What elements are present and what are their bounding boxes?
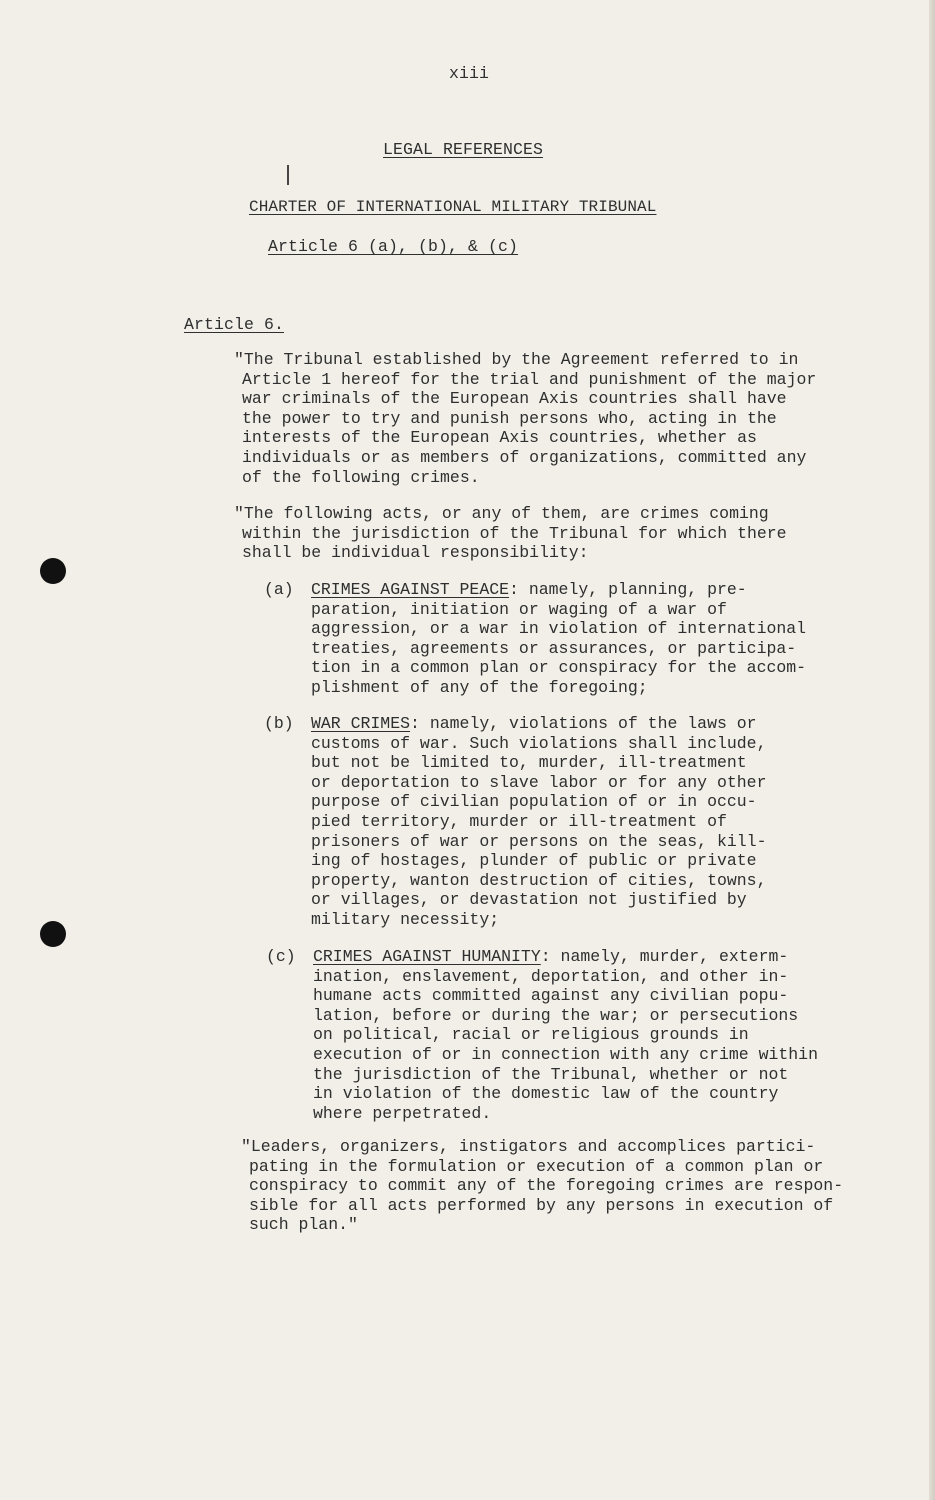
item-line: customs of war. Such violations shall include, <box>311 733 767 753</box>
item-line: or deportation to slave labor or for any other <box>311 772 767 792</box>
paragraph-line: "Leaders, organizers, instigators and accomplices partici- <box>241 1137 816 1156</box>
paragraph-line: conspiracy to commit any of the foregoing crimes are respon- <box>249 1176 844 1196</box>
item-a-text <box>311 580 806 698</box>
paragraph-line: the power to try and punish persons who, acting in the <box>242 408 777 428</box>
item-line: the jurisdiction of the Tribunal, whether or not <box>313 1064 789 1084</box>
item-b-first-rest: : namely, violations of the laws or <box>410 714 757 733</box>
paragraph-tribunal <box>234 350 816 487</box>
item-a-first-rest: : namely, planning, pre- <box>509 580 747 599</box>
item-line: humane acts committed against any civilian popu- <box>313 986 789 1006</box>
item-line: purpose of civilian population of or in occu- <box>311 792 757 812</box>
item-line: military necessity; <box>311 909 500 929</box>
item-line: or villages, or devastation not justified by <box>311 890 747 910</box>
crimes-against-peace-title: CRIMES AGAINST PEACE <box>311 580 510 599</box>
item-line: lation, before or during the war; or persecutions <box>313 1005 799 1025</box>
item-a-first-line <box>311 580 806 600</box>
paragraph-line: "The following acts, or any of them, are crimes coming <box>234 504 769 523</box>
paragraph-line: of the following crimes. <box>242 467 480 487</box>
item-line: in violation of the domestic law of the country <box>313 1084 779 1104</box>
item-line: paration, initiation or waging of a war of <box>311 599 727 619</box>
item-c-text <box>313 947 818 1123</box>
charter-title: CHARTER OF INTERNATIONAL MILITARY TRIBUNAL <box>249 198 657 216</box>
punch-hole-upper <box>40 558 66 584</box>
paragraph-line: war criminals of the European Axis countries shall have <box>242 389 787 409</box>
item-line: execution of or in connection with any crime within <box>313 1044 818 1064</box>
item-c-first-rest: : namely, murder, exterm- <box>540 947 789 966</box>
paragraph-line: Article 1 hereof for the trial and punishment of the major <box>242 369 817 389</box>
paragraph-line: "The Tribunal established by the Agreement referred to in <box>234 350 799 369</box>
page-edge <box>929 0 935 1500</box>
item-a-label: (a) <box>264 580 294 599</box>
paragraph-acts <box>234 504 787 563</box>
item-line: ination, enslavement, deportation, and other in- <box>313 966 789 986</box>
article-reference: Article 6 (a), (b), & (c) <box>268 237 519 256</box>
item-b-label: (b) <box>264 714 294 733</box>
item-line: pied territory, murder or ill-treatment of <box>311 811 727 831</box>
item-c-label: (c) <box>266 947 296 966</box>
paragraph-line: interests of the European Axis countries, whether as <box>242 428 757 448</box>
item-line: treaties, agreements or assurances, or participa- <box>311 638 797 658</box>
legal-references-heading: LEGAL REFERENCES <box>383 140 544 159</box>
item-line: on political, racial or religious grounds in <box>313 1025 749 1045</box>
item-line: where perpetrated. <box>313 1103 492 1123</box>
paragraph-line: pating in the formulation or execution of a common plan or <box>249 1156 824 1176</box>
item-line: but not be limited to, murder, ill-treatment <box>311 753 747 773</box>
item-b-text <box>311 714 766 930</box>
page-number: xiii <box>449 64 490 83</box>
ink-mark <box>287 165 289 185</box>
paragraph-line: individuals or as members of organizations, committed any <box>242 447 807 467</box>
punch-hole-lower <box>40 921 66 947</box>
item-line: prisoners of war or persons on the seas, kill- <box>311 831 767 851</box>
paragraph-leaders <box>241 1137 843 1235</box>
paragraph-line: within the jurisdiction of the Tribunal for which there <box>242 523 787 543</box>
article-heading: Article 6. <box>184 315 285 334</box>
war-crimes-title: WAR CRIMES <box>311 714 411 733</box>
crimes-against-humanity-title: CRIMES AGAINST HUMANITY <box>313 947 541 966</box>
item-c-first-line <box>313 947 818 967</box>
item-line: property, wanton destruction of cities, towns, <box>311 870 767 890</box>
item-line: tion in a common plan or conspiracy for the accom- <box>311 658 807 678</box>
item-line: plishment of any of the foregoing; <box>311 677 648 697</box>
item-line: ing of hostages, plunder of public or private <box>311 851 757 871</box>
paragraph-line: sible for all acts performed by any persons in execution of <box>249 1195 834 1215</box>
paragraph-line: shall be individual responsibility: <box>242 543 589 563</box>
item-line: aggression, or a war in violation of international <box>311 619 807 639</box>
item-b-first-line <box>311 714 766 734</box>
paragraph-line: such plan." <box>249 1215 358 1235</box>
